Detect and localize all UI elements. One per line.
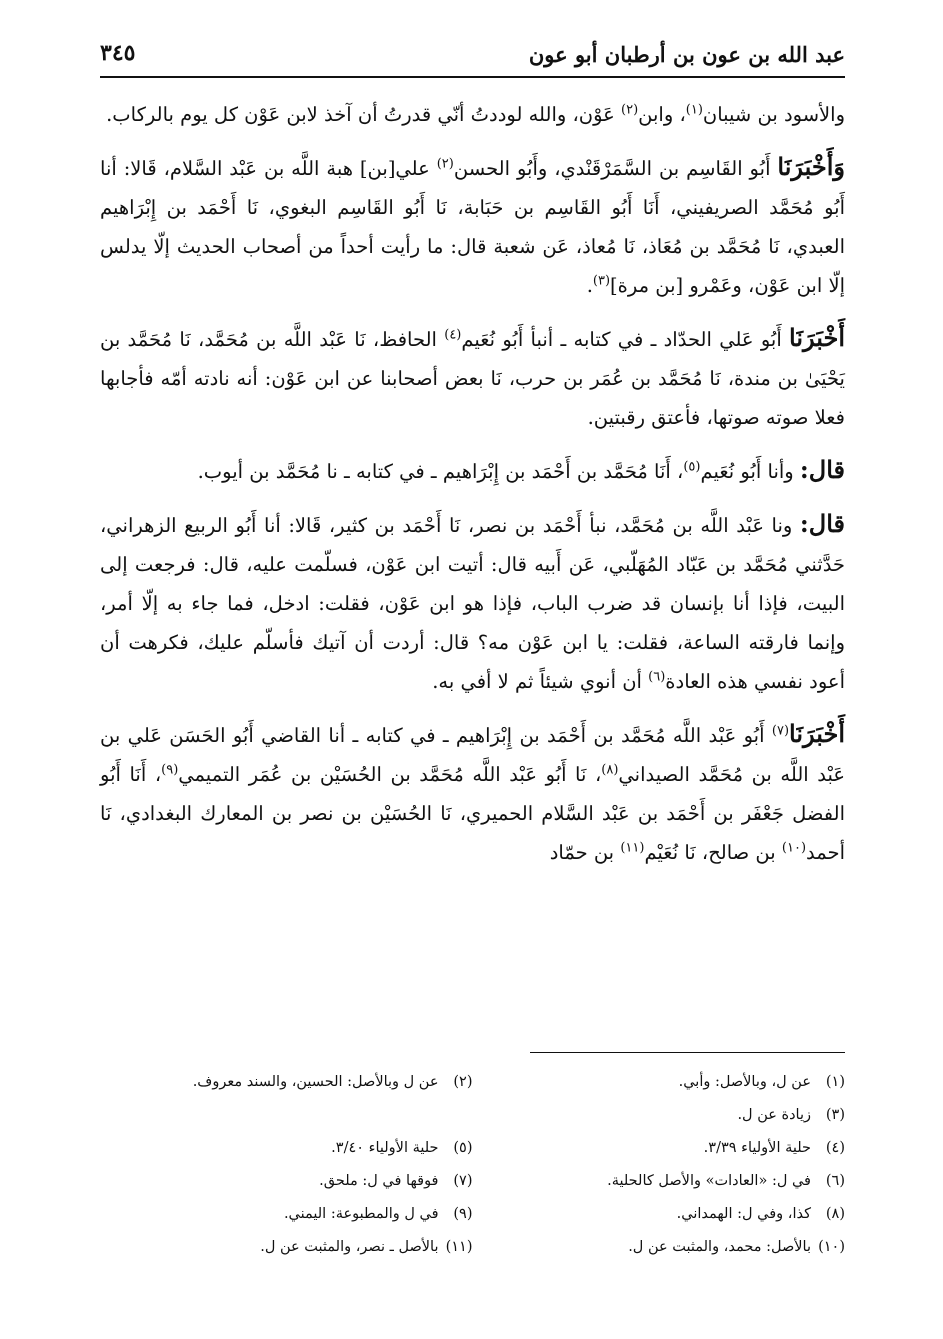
footnote-text: في ل والمطبوعة: اليمني. bbox=[283, 1206, 439, 1222]
header-rule bbox=[100, 76, 845, 78]
text-run: ، أَنَا أَبُو الفضل جَعْفَر بن أَحْمَد بن عَبْد السَّلام الحميري، نَا الحُسَيْن بن نصر بن المعارك البغدادي، نَا أحمد bbox=[100, 763, 845, 864]
text-run: أن أنوي شيئاً ثم لا أفي به. bbox=[432, 670, 649, 693]
paragraph bbox=[100, 714, 845, 872]
paragraph-lead-word: وَأَخْبَرَنَا bbox=[777, 152, 845, 181]
text-run: أَبُو عَبْد اللَّه مُحَمَّد بن أَحْمَد بن إِبْرَاهيم ـ في كتابه ـ أنا القاضي أَبُو الحَسَن عَلي بن عَبْد اللَّه بن مُحَمَّد الصيداني bbox=[100, 724, 846, 786]
footnote-ref: (٥) bbox=[683, 459, 701, 475]
text-run: الحافظ، نَا عَبْد اللَّه بن مُحَمَّد، نَا مُحَمَّد بن يَحْيَىٰ بن مندة، نَا مُحَمَّد بن عُمَر بن حرب، نَا بعض أصحابنا عن ابن عَوْن: أنه نادته أمّه فأجابها فعلا صوته صوتها، فأعتق رقبتين. bbox=[100, 328, 845, 429]
text-run: والأسود بن شيبان bbox=[702, 103, 845, 126]
text-run: أَبُو القَاسِم بن السَّمَرْقَنْدي، وأَبُو الحسن bbox=[453, 157, 778, 180]
footnote-row bbox=[100, 1066, 845, 1099]
paragraph-lead-word: أَخْبَرَنَا bbox=[789, 719, 845, 748]
footnote-text: عن ل، وبالأصل: وأبي. bbox=[678, 1074, 811, 1090]
footnote-number: (٥) bbox=[453, 1140, 473, 1156]
footnote bbox=[100, 1099, 473, 1132]
footnote-number: (٣) bbox=[825, 1107, 845, 1123]
footnote-text: حلية الأولياء ٣/٤٠. bbox=[331, 1140, 439, 1156]
text-run: بن حمّاد bbox=[549, 841, 621, 864]
text-run: ، وابن bbox=[638, 103, 686, 126]
paragraph-lead-word: قال: bbox=[799, 455, 845, 484]
footnote-number: (٢) bbox=[453, 1074, 473, 1090]
footnote bbox=[100, 1198, 473, 1231]
paragraph bbox=[100, 318, 845, 437]
footnote bbox=[100, 1165, 473, 1198]
footnote bbox=[473, 1099, 846, 1132]
paragraph bbox=[100, 95, 845, 134]
text-run: ، نَا أَبُو عَبْد اللَّه مُحَمَّد بن الحُسَيْن بن عُمَر التميمي bbox=[178, 763, 602, 786]
text-run: عَوْن، والله لوددتُ أنّي قدرتُ أن آخذ لابن عَوْن كل يوم بالركاب. bbox=[106, 103, 622, 126]
footnote-number: (٩) bbox=[453, 1206, 473, 1222]
footnote-number: (١) bbox=[825, 1074, 845, 1090]
footnote-row bbox=[100, 1132, 845, 1165]
footnote-number: (٧) bbox=[453, 1173, 473, 1189]
paragraph bbox=[100, 504, 845, 701]
footnote-ref: (١١) bbox=[620, 840, 645, 856]
text-run: أَبُو عَلي الحدّاد ـ في كتابه ـ أنبأ أَبُو نُعَيم bbox=[461, 328, 790, 351]
footnote bbox=[473, 1198, 846, 1231]
text-run: ، أَنَا مُحَمَّد بن أَحْمَد بن إِبْرَاهيم ـ في كتابه ـ نا مُحَمَّد بن أيوب. bbox=[197, 460, 684, 483]
text-run: ونا عَبْد اللَّه بن مُحَمَّد، نبأ أَحْمَد بن نصر، نَا أَحْمَد بن كثير، قَالا: أنا أَبُو الربيع الزهراني، حَدَّثني مُحَمَّد بن عَبّاد المُهَلّبي، عَن أَبيه قال: أتيت ابن عَوْن، فسلّمت عليه، قال: فرجعت إلى البيت، فإذا أنا بإنسان قد ضرب الباب، فإذا هو ابن عَوْن، فقلت: ادخل، فما جاء به إلّا أمر، وإنما فارقته الساعة، فقلت: يا ابن عَوْن مه؟ قال: أردت أن آتيك فأسلّم عليك، فكرهت أن أعود نفسي هذه العادة bbox=[100, 514, 845, 693]
footnote-ref: (٣) bbox=[592, 273, 611, 289]
footnote-ref: (١٠) bbox=[781, 840, 807, 856]
footnote-ref: (٨) bbox=[601, 762, 619, 778]
paragraph bbox=[100, 147, 845, 305]
text-run: علي[بن] هبة اللَّه بن عَبْد السَّلام، قَالا: أنا أَبُو مُحَمَّد الصريفيني، أَنَا أَبُو القَاسِم بن حَبَابة، نَا أَبُو القَاسِم البغوي، نَا أَحْمَد بن إِبْرَاهيم العبدي، نَا مُحَمَّد بن مُعَاذ، نَا مُعاذ، عَن شعبة قال: ما رأيت أحداً من أصحاب الحديث إلّا يدلس إلّا ابن عَوْن، وعَمْرو [بن مرة] bbox=[100, 157, 845, 297]
paragraph bbox=[100, 450, 845, 491]
footnote-row bbox=[100, 1198, 845, 1231]
footnotes bbox=[100, 1066, 845, 1264]
footnote-text: بالأصل: محمد، والمثبت عن ل. bbox=[628, 1239, 811, 1255]
running-title: عبد الله بن عون بن أرطبان أبو عون bbox=[528, 42, 845, 67]
paragraph-lead-word: قال: bbox=[799, 509, 845, 538]
footnote bbox=[473, 1132, 846, 1165]
footnote-text: كذا، وفي ل: الهمداني. bbox=[676, 1206, 811, 1222]
footnote-row bbox=[100, 1231, 845, 1264]
footnote-number: (٨) bbox=[825, 1206, 845, 1222]
footnote-text: في ل: «العادات» والأصل كالحلية. bbox=[607, 1173, 811, 1189]
page-header bbox=[100, 38, 845, 74]
main-text bbox=[100, 95, 845, 885]
footnote-text: زيادة عن ل. bbox=[737, 1107, 811, 1123]
footnote-row bbox=[100, 1099, 845, 1132]
footnote-number: (١١) bbox=[445, 1239, 473, 1255]
footnote-ref: (٧) bbox=[771, 723, 790, 739]
footnote bbox=[100, 1066, 473, 1099]
footnote-ref: (٦) bbox=[648, 669, 666, 685]
footnote-ref: (٢) bbox=[621, 102, 639, 118]
footnote-number: (١٠) bbox=[818, 1239, 845, 1255]
page-number: ٣٤٥ bbox=[100, 40, 136, 66]
footnote-text: بالأصل ـ نصر، والمثبت عن ل. bbox=[260, 1239, 439, 1255]
footnote bbox=[473, 1066, 846, 1099]
text-run: . bbox=[586, 274, 593, 297]
footnote bbox=[473, 1231, 846, 1264]
footnote-number: (٦) bbox=[825, 1173, 845, 1189]
paragraph-lead-word: أَخْبَرَنَا bbox=[789, 323, 845, 352]
footnote-ref: (٩) bbox=[161, 762, 179, 778]
footnote-text: عن ل وبالأصل: الحسين، والسند معروف. bbox=[192, 1074, 439, 1090]
footnote-text: فوقها في ل: ملحق. bbox=[319, 1173, 439, 1189]
footnote-rule bbox=[530, 1052, 845, 1053]
footnote bbox=[473, 1165, 846, 1198]
footnote-ref: (٤) bbox=[444, 327, 462, 343]
footnote bbox=[100, 1231, 473, 1264]
footnote-number: (٤) bbox=[825, 1140, 845, 1156]
text-run: بن صالح، نَا نُعَيْم bbox=[644, 841, 782, 864]
footnote bbox=[100, 1132, 473, 1165]
footnote-ref: (١) bbox=[685, 102, 703, 118]
text-run: وأنا أَبُو نُعَيم bbox=[700, 460, 800, 483]
footnote-row bbox=[100, 1165, 845, 1198]
footnote-text: حلية الأولياء ٣/٣٩. bbox=[703, 1140, 811, 1156]
footnote-ref: (٢) bbox=[436, 156, 454, 172]
